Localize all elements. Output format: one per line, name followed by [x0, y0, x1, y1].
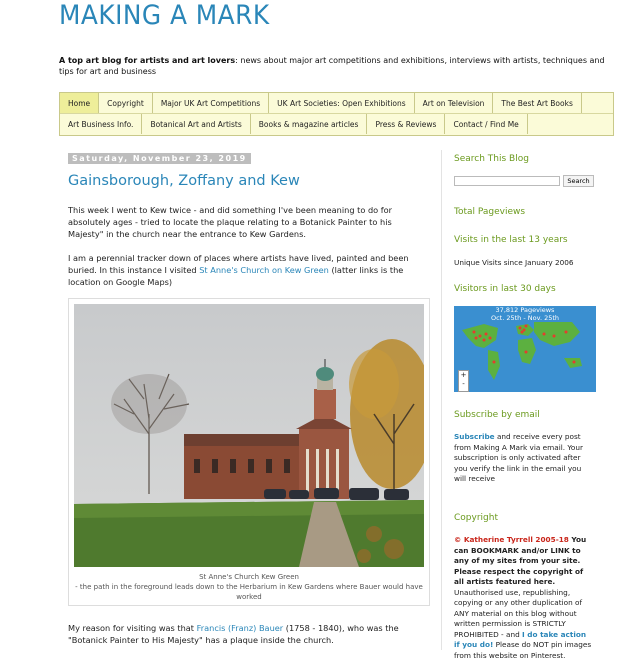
nav-press-reviews[interactable]: Press & Reviews [367, 114, 445, 134]
subscribe-body: and receive every post from Making A Mark via email. Your subscription is only activated after you verify the link in the email you will receive [454, 432, 583, 483]
zoom-out-button[interactable]: - [462, 380, 465, 388]
p3-text-a: My reason for visiting was that [68, 623, 197, 633]
nav-home[interactable]: Home [60, 93, 99, 113]
zoom-in-button[interactable]: + [460, 371, 467, 379]
visitors-heading: Visitors in last 30 days [454, 284, 556, 294]
map-dates: Oct. 25th - Nov. 25th [490, 314, 560, 322]
nav-art-business-info[interactable]: Art Business Info. [60, 114, 142, 134]
subscribe-text [454, 432, 594, 485]
post-title[interactable]: Gainsborough, Zoffany and Kew [68, 173, 300, 189]
post-paragraph-3 [68, 622, 428, 646]
total-pageviews-heading: Total Pageviews [454, 207, 526, 217]
search-input[interactable] [454, 176, 560, 186]
copyright-rest: Unauthorised use, republishing, copying or any other duplication of ANY material on this blog without written permission is STRICTLY PROHIBITED - and [454, 587, 583, 639]
church-photo-image [74, 304, 424, 567]
nav-row-2 [60, 114, 613, 134]
nav-contact[interactable]: Contact / Find Me [445, 114, 527, 134]
subscribe-link[interactable]: Subscribe [454, 432, 495, 441]
copyright-text [454, 535, 594, 661]
nav-art-on-television[interactable]: Art on Television [415, 93, 494, 113]
search-button[interactable]: Search [563, 175, 594, 187]
subscribe-heading: Subscribe by email [454, 410, 540, 420]
take-action-link[interactable]: I do take action if you do! [454, 629, 587, 649]
search-heading: Search This Blog [454, 154, 529, 164]
map-zoom-control [458, 370, 469, 392]
nav-books-magazine[interactable]: Books & magazine articles [251, 114, 368, 134]
nav-best-art-books[interactable]: The Best Art Books [493, 93, 581, 113]
sidebar-divider [441, 150, 442, 650]
photo-caption-text: - the path in the foreground leads down to the Herbarium in Kew Gardens where Bauer would have worked [75, 583, 423, 601]
nav-copyright[interactable]: Copyright [99, 93, 153, 113]
blog-tagline [59, 55, 615, 77]
post-paragraph-2 [68, 252, 428, 288]
church-photo[interactable] [74, 304, 424, 567]
p3-text-b: (1758 - 1840), who was the "Botanick Painter to His Majesty" has a plaque inside the church. [68, 623, 399, 645]
p2-text-b: (latter links is the location on Google Maps) [68, 265, 404, 287]
copyright-owner: © Katherine Tyrrell 2005-18 [454, 535, 569, 544]
nav-botanical-art[interactable]: Botanical Art and Artists [142, 114, 250, 134]
nav-row-1 [60, 93, 613, 114]
photo-caption-title: St Anne's Church Kew Green [199, 573, 299, 581]
post-paragraph-1: This week I went to Kew twice - and did something I've been meaning to do for absolutely ages - tried to locate the plaque relating to a Botanick Painter to his Majesty" in the church near the entrance to Kew Gardens. [68, 205, 393, 239]
visits-text: Unique Visits since January 2006 [454, 258, 574, 267]
st-annes-church-link[interactable]: St Anne's Church on Kew Green [199, 265, 329, 275]
tagline-rest: : news about major art competitions and exhibitions, interviews with artists, techniques and tips for art and business [59, 56, 605, 76]
nav-major-uk-art-competitions[interactable]: Major UK Art Competitions [153, 93, 269, 113]
visitor-map[interactable] [454, 306, 596, 392]
tagline-bold: A top art blog for artists and art lovers [59, 56, 236, 65]
map-pageviews: 37,812 Pageviews [495, 306, 555, 314]
nav-uk-art-societies[interactable]: UK Art Societies: Open Exhibitions [269, 93, 415, 113]
copyright-bold-text: You can BOOKMARK and/or LINK to any of my sites from your site. Please respect the copyright of all artists featured here. [454, 535, 587, 586]
copyright-end: Please do NOT pin images from this website on Pinterest. [454, 640, 592, 660]
post-date: Saturday, November 23, 2019 [68, 153, 251, 164]
map-header [454, 306, 596, 322]
post-photo-frame [68, 298, 430, 606]
copyright-heading: Copyright [454, 513, 498, 523]
francis-bauer-link[interactable]: Francis (Franz) Bauer [196, 623, 284, 633]
p2-text-a: I am a perennial tracker down of places where artists have lived, painted and been buried. In this instance I visited [68, 253, 409, 275]
blog-title[interactable]: MAKING A MARK [59, 0, 270, 31]
visits-heading: Visits in the last 13 years [454, 235, 568, 245]
top-nav [59, 92, 614, 136]
